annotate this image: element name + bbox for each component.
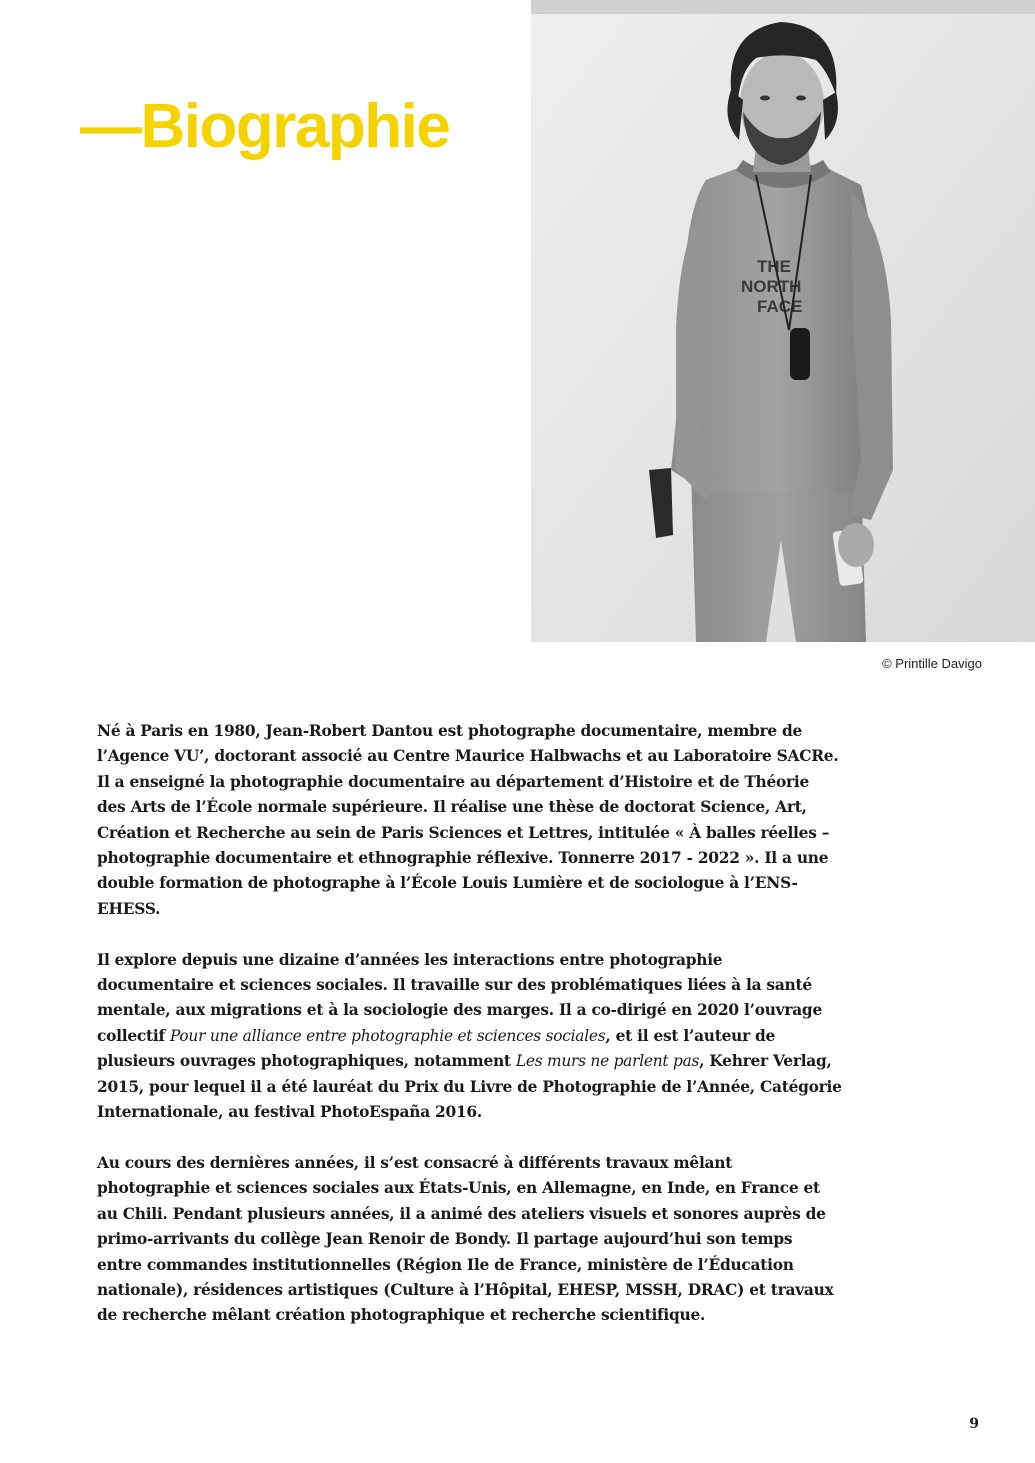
hoodie-logo-line1: THE	[757, 257, 791, 276]
photo-credit: © Printille Davigo	[882, 656, 982, 671]
bio-p2-text-c: , Kehrer Verlag, 2015, pour lequel il a été lauréat du Prix du Livre de Photographie de l’Année, Catégorie Internationale, au festival PhotoEspaña 2016.	[97, 1052, 842, 1122]
bio-p2-text-a: Il explore depuis une dizaine d’années les interactions entre photographie documentaire et sciences sociales. Il travaille sur des problématiques liées à la santé mentale, aux migrations et à la sociologie des marges. Il a co-dirigé en 2020 l’ouvrage collectif	[97, 950, 822, 1045]
portrait-photo	[531, 0, 1035, 642]
bio-p2-text-b: , et il est l’auteur de plusieurs ouvrages photographiques, notamment	[97, 1026, 776, 1071]
book-title-murs: Les murs ne parlent pas	[515, 1052, 700, 1071]
book-title-alliance: Pour une alliance entre photographie et sciences sociales	[169, 1026, 606, 1045]
bio-paragraph-1: Né à Paris en 1980, Jean-Robert Dantou est photographe documentaire, membre de l’Agence VU’, doctorant associé au Centre Maurice Halbwachs et au Laboratoire SACRe. Il a enseigné la photographie documentaire au département d’Histoire et de Théorie des Arts de l’École normale supérieure. Il réalise une thèse de doctorat Science, Art, Création et Recherche au sein de Paris Sciences et Lettres, intitulée « À balles réelles – photographie documentaire et ethnographie réflexive. Tonnerre 2017 - 2022 ». Il a une double formation de photographe à l’École Louis Lumière et de sociologue à l’ENS-EHESS.	[97, 722, 839, 918]
page-title: —Biographie	[80, 92, 450, 161]
page-number: 9	[969, 1416, 979, 1432]
hoodie-logo-line2: NORTH	[741, 277, 802, 296]
hoodie-logo-line3: FACE	[757, 297, 803, 316]
bio-paragraph-3: Au cours des dernières années, il s’est consacré à différents travaux mêlant photographie et sciences sociales aux États-Unis, en Allemagne, en Inde, en France et au Chili. Pendant plusieurs années, il a animé des ateliers visuels et sonores auprès de primo-arrivants du collège Jean Renoir de Bondy. Il partage aujourd’hui son temps entre commandes institutionnelles (Région Ile de France, ministère de l’Éducation nationale), résidences artistiques (Culture à l’Hôpital, EHESP, MSSH, DRAC) et travaux de recherche mêlant création photographique et recherche scientifique.	[97, 1153, 834, 1325]
bio-paragraph-2	[97, 948, 842, 1126]
biography-text	[97, 719, 842, 1354]
